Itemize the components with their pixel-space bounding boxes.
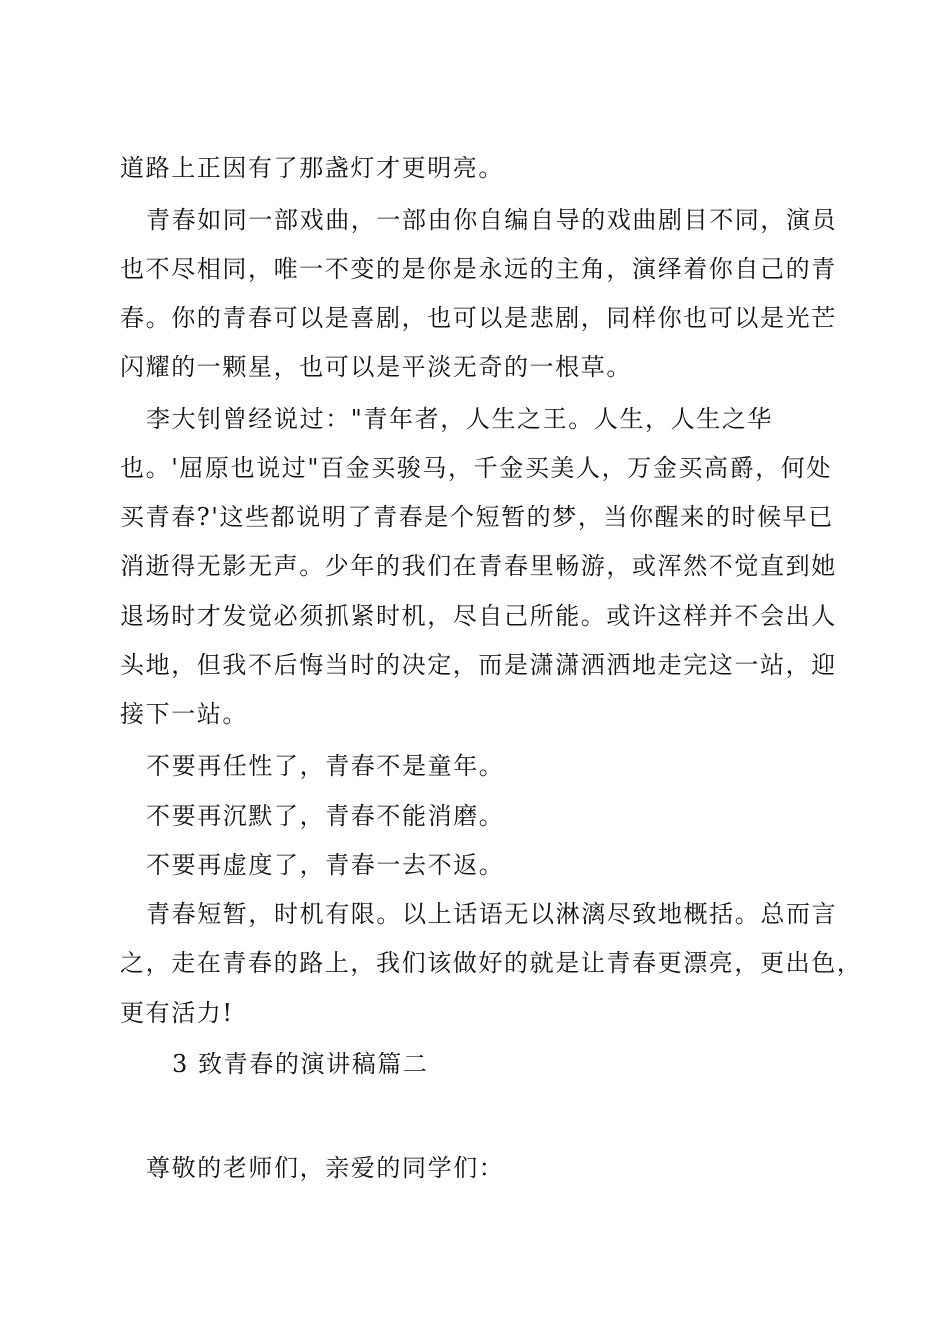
paragraph-line: 青春短暂，时机有限。以上话语无以淋漓尽致地概括。总而言: [146, 900, 838, 928]
paragraph-line: 道路上正因有了那盏灯才更明亮。: [120, 154, 504, 182]
paragraph-line: 之，走在青春的路上，我们该做好的就是让青春更漂亮，更出色，: [120, 949, 863, 977]
section-heading: 3 致青春的演讲稿篇二: [172, 1050, 429, 1078]
paragraph-line: 消逝得无影无声。少年的我们在青春里畅游，或浑然不觉直到她: [120, 552, 837, 580]
paragraph-line: 不要再虚度了，青春一去不返。: [146, 851, 505, 879]
paragraph-line: 春。你的青春可以是喜剧，也可以是悲剧，同样你也可以是光芒: [120, 304, 837, 332]
paragraph-line: 闪耀的一颗星，也可以是平淡无奇的一根草。: [120, 353, 632, 381]
paragraph-line: 也不尽相同，唯一不变的是你是永远的主角，演绎着你自己的青: [120, 255, 837, 283]
paragraph-line: 不要再沉默了，青春不能消磨。: [146, 802, 505, 830]
paragraph-line: 也。'屈原也说过"百金买骏马，千金买美人，万金买高爵，何处: [120, 454, 833, 482]
paragraph-line: 退场时才发觉必须抓紧时机，尽自己所能。或许这样并不会出人: [120, 602, 837, 630]
salutation-line: 尊敬的老师们，亲爱的同学们：: [146, 1154, 505, 1182]
paragraph-line: 接下一站。: [120, 700, 248, 728]
paragraph-line: 不要再任性了，青春不是童年。: [146, 752, 505, 780]
paragraph-line: 李大钊曾经说过："青年者，人生之王。人生，人生之华: [146, 405, 774, 433]
paragraph-line: 买青春?'这些都说明了青春是个短暂的梦，当你醒来的时候早已: [120, 503, 834, 531]
paragraph-line: 青春如同一部戏曲，一部由你自编自导的戏曲剧目不同，演员: [146, 206, 838, 234]
paragraph-line: 头地，但我不后悔当时的决定，而是潇潇洒洒地走完这一站，迎: [120, 651, 837, 679]
paragraph-line: 更有活力!: [120, 999, 234, 1027]
